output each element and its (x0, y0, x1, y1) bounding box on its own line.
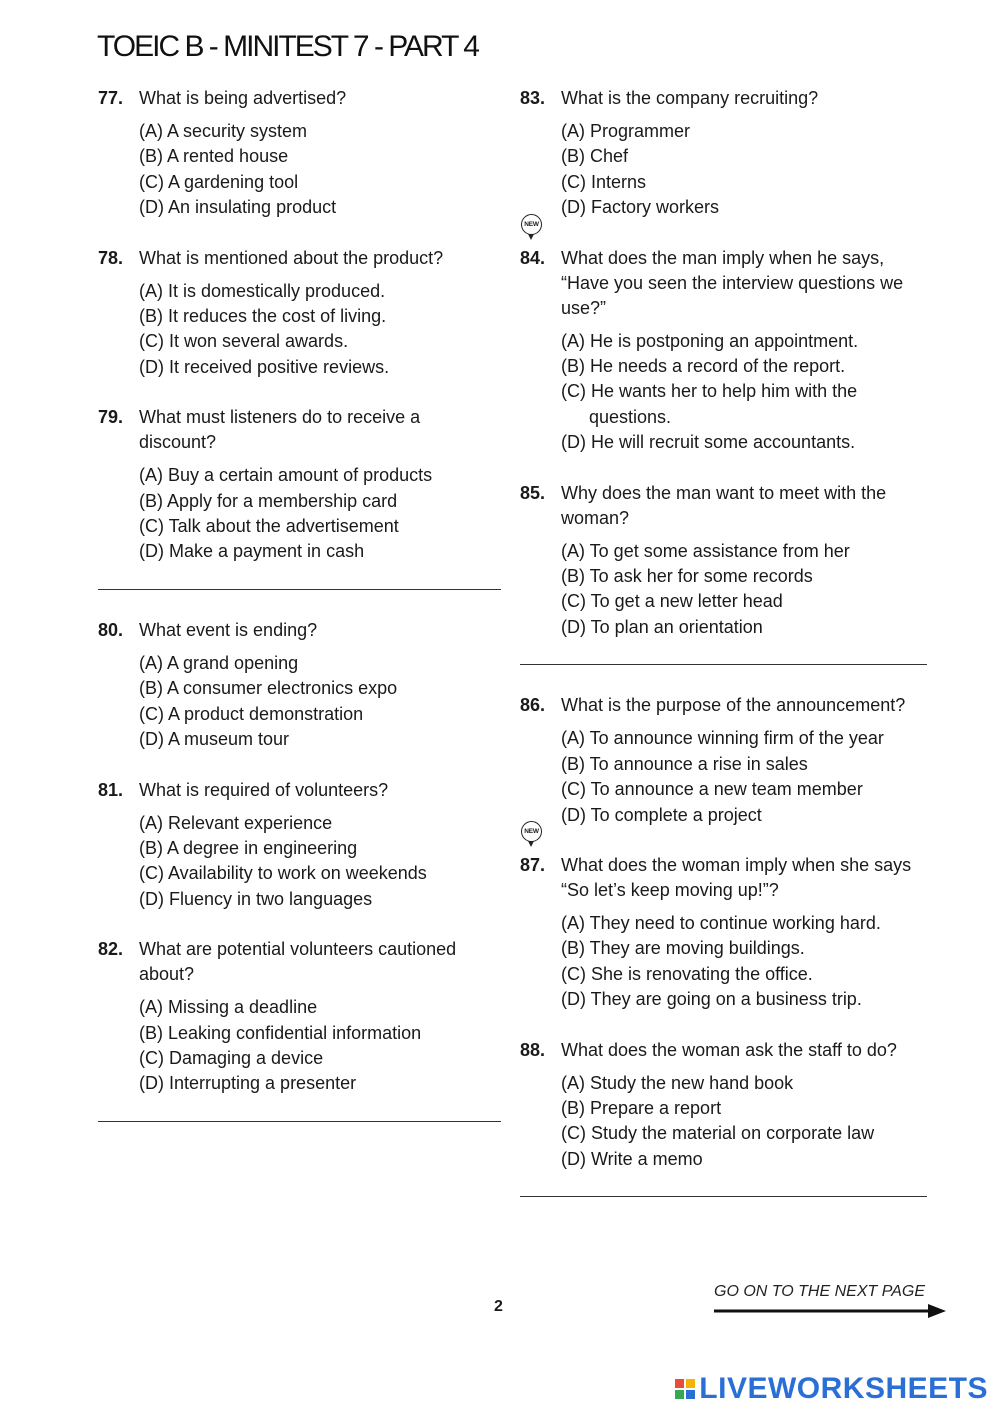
option-a[interactable]: (A) He is postponing an appointment. (561, 330, 859, 351)
option-b[interactable]: (B) Apply for a membership card (139, 490, 398, 511)
option-b[interactable]: (B) It reduces the cost of living. (139, 306, 387, 327)
option-d[interactable]: (D) Interrupting a presenter (139, 1073, 357, 1094)
question-number: 87. (520, 854, 546, 875)
option-d[interactable]: (D) To plan an orientation (561, 616, 763, 637)
option-a[interactable]: (A) Buy a certain amount of products (139, 465, 433, 486)
option-c[interactable]: (C) A product demonstration (139, 703, 364, 724)
question-text: What does the woman ask the staff to do? (561, 1039, 897, 1060)
question-number: 84. (520, 247, 546, 268)
option-d[interactable]: (D) They are going on a business trip. (561, 989, 862, 1010)
question-text: What is being advertised? (139, 88, 347, 108)
question-text: What event is ending? (139, 619, 318, 640)
question-87 (520, 827, 940, 1013)
option-b[interactable]: (B) A consumer electronics expo (139, 678, 398, 699)
option-c[interactable]: (C) To announce a new team member (561, 779, 863, 800)
question-text: What is mentioned about the product? (139, 247, 444, 268)
option-c[interactable]: (C) Interns (561, 171, 647, 192)
option-a[interactable]: (A) Programmer (561, 121, 691, 141)
option-b[interactable]: (B) Leaking confidential information (139, 1022, 422, 1043)
question-number: 82. (98, 939, 124, 960)
option-c[interactable]: (C) It won several awards. (139, 331, 349, 352)
next-page-label: GO ON TO THE NEXT PAGE (714, 1283, 925, 1300)
question-text: What does the woman imply when she says “So let’s keep moving up!”? (561, 854, 912, 900)
option-d[interactable]: (D) Make a payment in cash (139, 541, 365, 562)
option-c[interactable]: (C) Availability to work on weekends (139, 863, 427, 884)
question-text: What is the company recruiting? (561, 88, 819, 108)
option-d[interactable]: (D) Factory workers (561, 197, 720, 218)
question-number: 85. (520, 482, 546, 503)
question-81 (98, 778, 508, 913)
option-b[interactable]: (B) Prepare a report (561, 1097, 722, 1118)
option-c[interactable]: (C) Talk about the advertisement (139, 516, 399, 537)
page-title: TOEIC B - MINITEST 7 - PART 4 (97, 30, 478, 63)
question-number: 79. (98, 407, 124, 428)
question-77 (98, 86, 508, 221)
question-79 (98, 405, 508, 565)
option-d[interactable]: (D) He will recruit some accountants. (561, 432, 856, 453)
option-a[interactable]: (A) They need to continue working hard. (561, 912, 881, 933)
question-78 (98, 246, 508, 381)
question-82 (98, 937, 508, 1097)
option-d[interactable]: (D) It received positive reviews. (139, 356, 390, 377)
question-number: 78. (98, 247, 124, 268)
option-a[interactable]: (A) It is domestically produced. (139, 280, 386, 301)
option-b[interactable]: (B) Chef (561, 146, 629, 167)
option-b[interactable]: (B) A rented house (139, 146, 289, 167)
brand-name: LIVEWORKSHEETS (699, 1372, 988, 1405)
question-number: 77. (98, 88, 124, 108)
question-88 (520, 1038, 940, 1173)
option-d[interactable]: (D) A museum tour (139, 729, 290, 750)
question-text: What is required of volunteers? (139, 779, 389, 800)
option-c[interactable]: (C) Damaging a device (139, 1047, 324, 1068)
option-b[interactable]: (B) To announce a rise in sales (561, 753, 808, 774)
option-a[interactable]: (A) A security system (139, 121, 308, 141)
question-84 (520, 220, 940, 456)
question-86 (520, 693, 940, 828)
option-b[interactable]: (B) A degree in engineering (139, 837, 358, 858)
option-b[interactable]: (B) They are moving buildings. (561, 938, 805, 959)
question-number: 80. (98, 619, 124, 640)
liveworksheets-brand (675, 1372, 988, 1406)
option-a[interactable]: (A) Missing a deadline (139, 997, 318, 1018)
question-85 (520, 481, 940, 641)
section-divider (98, 589, 501, 590)
option-b[interactable]: (B) To ask her for some records (561, 566, 813, 587)
option-a[interactable]: (A) To announce winning firm of the year (561, 728, 884, 749)
option-a[interactable]: (A) A grand opening (139, 652, 299, 673)
option-c[interactable]: (C) She is renovating the office. (561, 963, 813, 984)
question-number: 83. (520, 88, 546, 108)
option-c[interactable]: (C) To get a new letter head (561, 591, 783, 612)
question-text: What does the man imply when he says, “Have you seen the interview questions we use?” (561, 247, 904, 318)
question-number: 86. (520, 695, 546, 716)
option-c[interactable]: (C) Study the material on corporate law (561, 1123, 875, 1144)
new-badge-icon: NEW (521, 214, 542, 235)
liveworksheets-logo-icon (675, 1379, 695, 1399)
left-column (98, 86, 508, 1122)
question-number: 88. (520, 1039, 546, 1060)
new-badge-icon: NEW (521, 821, 542, 842)
option-c[interactable]: (C) He wants her to help him with the questions. (561, 381, 858, 427)
option-d[interactable]: (D) To complete a project (561, 804, 762, 825)
section-divider (520, 664, 927, 665)
page-number: 2 (494, 1298, 503, 1315)
question-text: What are potential volunteers cautioned about? (139, 939, 457, 985)
question-83 (520, 86, 940, 221)
option-a[interactable]: (A) Relevant experience (139, 812, 333, 833)
option-b[interactable]: (B) He needs a record of the report. (561, 356, 846, 377)
arrow-right-icon (714, 1302, 946, 1320)
option-d[interactable]: (D) Write a memo (561, 1148, 703, 1169)
question-80 (98, 618, 508, 753)
section-divider (98, 1121, 501, 1122)
question-text: What must listeners do to receive a discount? (139, 407, 421, 453)
option-a[interactable]: (A) To get some assistance from her (561, 540, 850, 561)
option-a[interactable]: (A) Study the new hand book (561, 1072, 794, 1093)
question-text: What is the purpose of the announcement? (561, 695, 906, 716)
right-column (520, 86, 940, 1197)
option-d[interactable]: (D) An insulating product (139, 197, 337, 218)
question-number: 81. (98, 779, 124, 800)
option-c[interactable]: (C) A gardening tool (139, 171, 299, 192)
question-text: Why does the man want to meet with the woman? (561, 482, 887, 528)
option-d[interactable]: (D) Fluency in two languages (139, 888, 373, 909)
section-divider (520, 1196, 927, 1197)
